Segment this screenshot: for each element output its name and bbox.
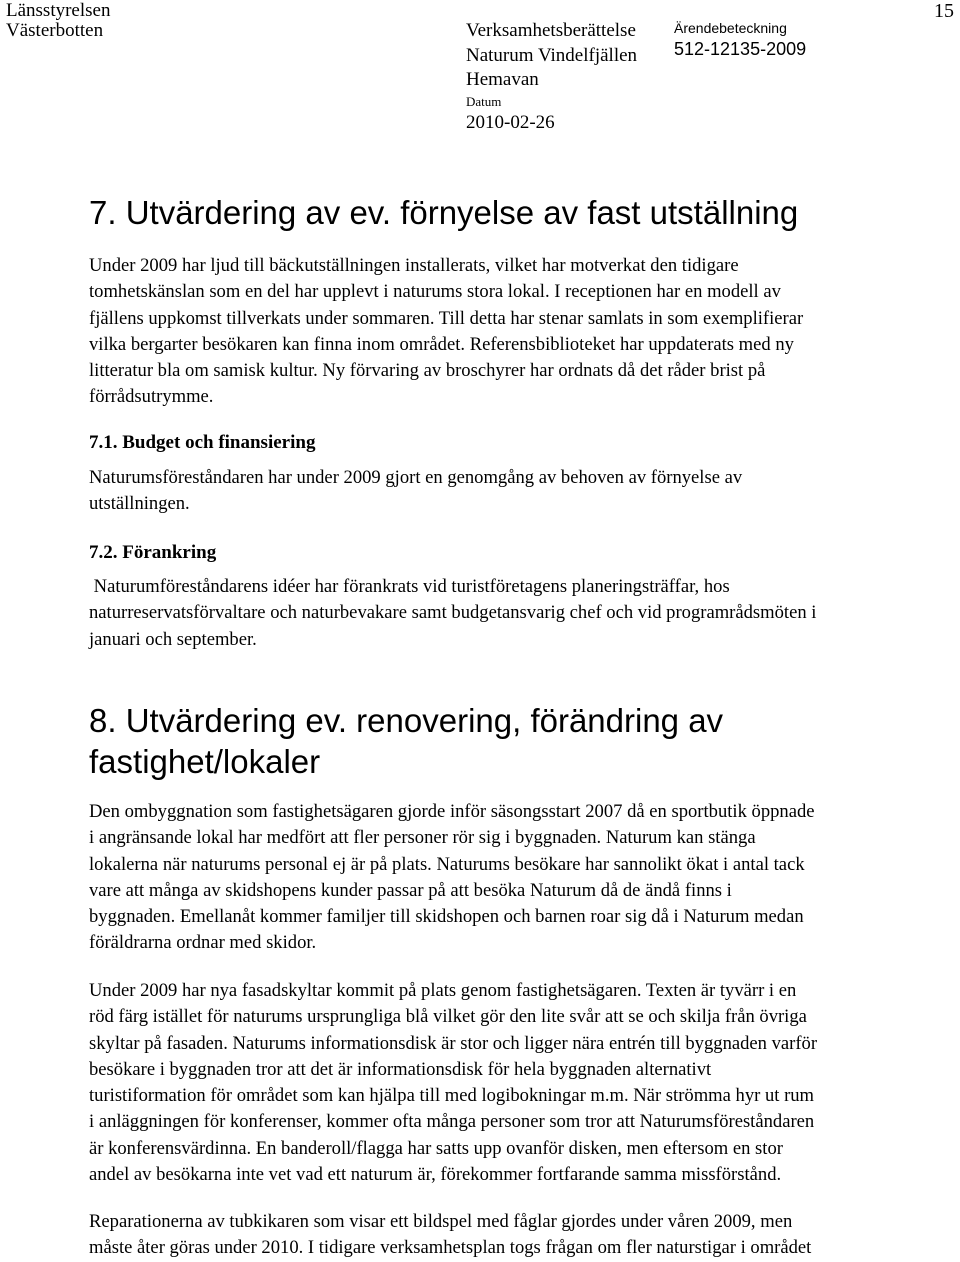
text-line: litteratur bla om samisk kultur. Ny förvaring av broschyrer har ordnats då det råder brist på: [89, 360, 766, 382]
text-line: är konferensvärdinna. En banderoll/flagga har satts upp ovanför disken, men eftersom en stor: [89, 1137, 783, 1159]
text-line: tomhetskänslan som en del har upplevt i naturums stora lokal. I receptionen har en modell av: [89, 281, 781, 303]
text-line: Naturumsföreståndaren har under 2009 gjort en genomgång av behoven av förnyelse av: [89, 467, 743, 488]
text-line: naturreservatsförvaltare och naturbevakare samt budgetansvarig chef och vid programrådsmöten i: [89, 602, 817, 624]
text-line: föräldrarna ordnar med skidor.: [89, 932, 317, 954]
section-7-paragraph: [89, 253, 959, 411]
text-line: i angränsande lokal har medfört att fler personer rör sig i byggnaden. Naturum kan stänga: [89, 827, 756, 849]
text-line: måste åter göras under 2010. I tidigare verksamhetsplan togs frågan om fler naturstigar i området: [89, 1237, 812, 1259]
org-name: Länsstyrelsen: [6, 0, 111, 21]
text-line: Under 2009 har ljud till bäckutställningen installerats, vilket har motverkat den tidigare: [89, 255, 739, 276]
case-number: 512-12135-2009: [674, 39, 807, 59]
document-name: Naturum Vindelfjällen: [466, 45, 638, 66]
subsection-7-2-heading: 7.2. Förankring: [89, 542, 217, 563]
section-8-paragraph-3: [89, 1209, 959, 1262]
text-line: Under 2009 har nya fasadskyltar kommit på plats genom fastighetsägaren. Texten är tyvärr i en: [89, 980, 797, 1001]
case-label: Ärendebeteckning: [674, 20, 787, 36]
text-line: byggnaden. Emellanåt kommer familjer till skidshopen och barnen roar sig då i Naturum medan: [89, 906, 804, 928]
subsection-7-1-paragraph: [89, 465, 959, 518]
section-8-heading-line: 8. Utvärdering ev. renovering, förändring av: [89, 702, 724, 739]
section-8-paragraph-1: [89, 799, 959, 957]
date-label: Datum: [466, 94, 502, 109]
text-line: Naturumföreståndarens idéer har förankrats vid turistföretagens planeringsträffar, hos: [89, 576, 730, 597]
document-location: Hemavan: [466, 69, 539, 90]
text-line: i anläggningen för konferenser, kommer ofta många personer som tror att Naturumsföreståndaren: [89, 1111, 815, 1133]
section-7-heading: 7. Utvärdering av ev. förnyelse av fast utställning: [89, 194, 799, 231]
org-unit: Västerbotten: [6, 20, 104, 41]
section-8-heading: [89, 700, 723, 782]
text-line: förrådsutrymme.: [89, 386, 214, 408]
subsection-7-2-paragraph: [89, 574, 959, 653]
text-line: skyltar på fasaden. Naturums informationsdisk är stor och ligger nära entrén till byggnaden varför: [89, 1032, 818, 1054]
section-8-heading-line: fastighet/lokaler: [89, 743, 321, 780]
text-line: röd färg istället för naturums ursprungliga blå vilket gör den lite svår att se och skilja från övriga: [89, 1006, 807, 1028]
text-line: vare att många av skidshopens kunder passar på att besöka Naturum då de ändå finns i: [89, 879, 732, 901]
text-line: januari och september.: [89, 628, 257, 650]
text-line: Reparationerna av tubkikaren som visar ett bildspel med fåglar gjordes under våren 2009, men: [89, 1211, 793, 1232]
document-type: Verksamhetsberättelse: [466, 20, 636, 41]
text-line: fjällens uppkomst tillverkats under sommaren. Till detta har stenar samlats in som exemplifierar: [89, 307, 804, 329]
text-line: Den ombyggnation som fastighetsägaren gjorde inför säsongsstart 2007 då en sportbutik öppnade: [89, 801, 815, 822]
text-line: lokalerna när naturums personal ej är på plats. Naturums besökare har sannolikt ökat i antal tack: [89, 853, 805, 875]
text-line: turistiformation för området som kan hjälpa till med logibokningar m.m. När strömma hyr ut rum: [89, 1085, 815, 1107]
text-line: utställningen.: [89, 493, 190, 515]
date-value: 2010-02-26: [466, 112, 555, 133]
text-line: andel av besökarna inte vet vad ett naturum är, förekommer fortfarande samma missförstånd.: [89, 1164, 782, 1186]
section-8-paragraph-2: [89, 978, 959, 1188]
page-number: 15: [934, 0, 954, 22]
text-line: vilka bergarter besökaren kan finna inom området. Referensbiblioteket har uppdaterats med ny: [89, 333, 794, 355]
text-line: besökare i byggnaden tror att det är informationsdisk för hela byggnaden alternativt: [89, 1058, 712, 1080]
subsection-7-1-heading: 7.1. Budget och finansiering: [89, 432, 316, 453]
